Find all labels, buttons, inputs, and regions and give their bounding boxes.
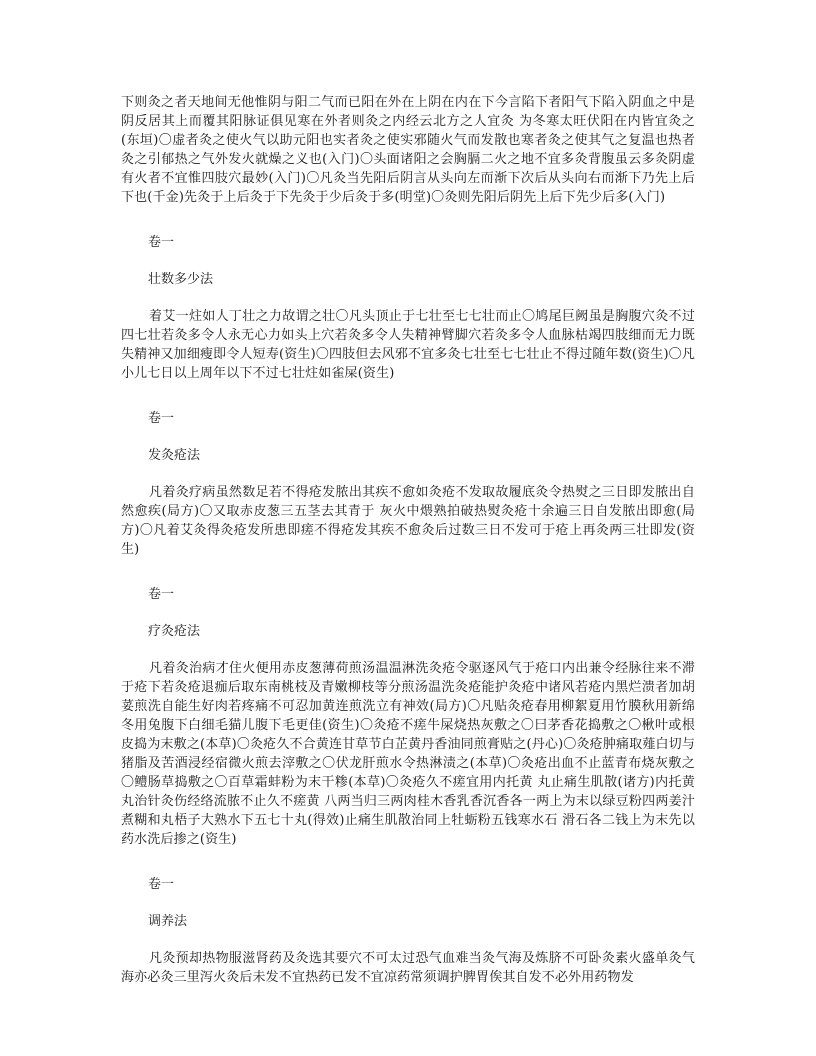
volume-label-3: 卷一 xyxy=(148,587,175,602)
section-title-tiaoyang: 调养法 xyxy=(148,914,188,929)
section-title-liaojiuchuang: 疗灸疮法 xyxy=(148,624,201,639)
section-body-tiaoyang: 凡灸预却热物服滋肾药及灸选其要穴不可太过恐气血难当灸气海及炼脐不可卧灸素火盛单灸气海亦必灸三里泻火灸后未发不宜热药已发不宜凉药常须调护脾胃俟其自发不必外用药物发 xyxy=(121,951,695,985)
section-body-fajiuchuang: 凡着灸疗病虽然数足若不得疮发脓出其疾不愈如灸疮不发取故履底灸令热熨之三日即发脓出自然愈疾(局方)〇又取赤皮葱三五茎去其青于 灰火中煨熟拍破热熨灸疮十余遍三日自发脓出即愈(局方)〇凡着艾灸得灸疮发所患即瘥不得疮发其疾不愈灸后过数三日不发可于疮上再灸两三壮即发(资生) xyxy=(121,485,695,557)
section-title-zhuangshu: 壮数多少法 xyxy=(148,272,214,287)
intro-paragraph: 下则灸之者天地间无他惟阴与阳二气而已阳在外在上阴在内在下今言陷下者阳气下陷入阴血之中是阴反居其上而覆其阳脉证俱见寒在外者则灸之内经云北方之人宜灸 为冬寒太旺伏阳在内皆宜灸之(东垣)〇虚者灸之使火气以助元阳也实者灸之使实邪随火气而发散也寒者灸之使其气之复温也热者灸之引郁热之气外发火就燥之义也(入门)〇头面诸阳之会胸膈二火之地不宜多灸背腹虽云多灸阴虚有火者不宜惟四肢穴最妙(入门)〇凡灸当先阳后阴言从头向左而渐下次后从头向右而渐下乃先上后下也(千金)先灸于上后灸于下先灸于少后灸于多(明堂)〇灸则先阳后阴先上后下先少后多(入门) xyxy=(121,95,695,205)
section-title-fajiuchuang: 发灸疮法 xyxy=(148,448,201,463)
volume-label-2: 卷一 xyxy=(148,411,175,426)
volume-label-1: 卷一 xyxy=(148,235,175,250)
section-body-liaojiuchuang: 凡着灸治病才住火便用赤皮葱薄荷煎汤温温淋洗灸疮令驱逐风气于疮口内出兼令经脉往来不滞于疮下若灸疮退痂后取东南桃枝及青嫩柳枝等分煎汤温洗灸疮能护灸疮中诸风若疮内黑烂溃者加胡荽煎洗自能生好肉若疼痛不可忍加黄连煎洗立有神效(局方)〇凡贴灸疮春用柳絮夏用竹膜秋用新绵冬用兔腹下白细毛猫儿腹下毛更佳(资生)〇灸疮不瘥牛屎烧热灰敷之〇曰茅香花捣敷之〇楸叶或根皮捣为末敷之(本草)〇灸疮久不合黄连甘草节白芷黄丹香油同煎膏贴之(丹心)〇灸疮肿痛取薤白切与猪脂及苦酒浸经宿微火煎去滓敷之〇伏龙肝煎水令热淋渍之(本草)〇灸疮出血不止蓝青布烧灰敷之〇鳢肠草捣敷之〇百草霜蚌粉为末干糁(本草)〇灸疮久不瘥宜用内托黄 丸止痛生肌散(诸方)内托黄 丸治针灸伤经络流脓不止久不瘥黄 八两当归三两肉桂木香乳香沉香各一两上为末以绿豆粉四两姜汁煮糊和丸梧子大熟水下五七十丸(得效)止痛生肌散治同上牡蛎粉五钱寒水石 滑石各二钱上为末先以药水洗后掺之(资生) xyxy=(121,661,695,847)
document-page xyxy=(121,93,695,987)
section-body-zhuangshu: 着艾一炷如人丁壮之力故谓之壮〇凡头顶止于七壮至七七壮而止〇鸠尾巨阙虽是胸腹穴灸不过四七壮若灸多令人永无心力如头上穴若灸多令人失精神臂脚穴若灸多令人血脉枯竭四肢细而无力既失精神又加细瘦即令人短寿(资生)〇四肢但去风邪不宜多灸七壮至七七壮止不得过随年数(资生)〇凡小儿七日以上周年以下不过七壮炷如雀屎(资生) xyxy=(121,309,695,381)
volume-label-4: 卷一 xyxy=(148,877,175,892)
